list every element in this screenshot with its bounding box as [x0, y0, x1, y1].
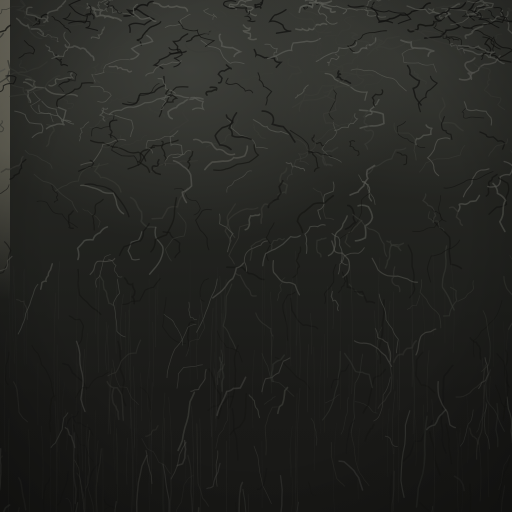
fur-fiber — [364, 70, 385, 89]
fur-fiber — [308, 482, 316, 495]
fur-fiber — [427, 410, 446, 430]
fur-fiber — [128, 232, 142, 260]
fur-fiber — [188, 455, 192, 512]
fur-fiber — [417, 416, 428, 507]
fur-fiber — [205, 146, 248, 169]
fur-fiber — [415, 125, 432, 145]
fur-strand — [55, 401, 57, 512]
fur-fiber — [134, 456, 147, 512]
fur-strand — [297, 388, 300, 512]
fur-fiber — [0, 62, 47, 84]
fur-fiber — [152, 160, 160, 175]
fur-fiber — [446, 424, 451, 464]
fur-fiber — [49, 396, 54, 432]
fur-fiber — [235, 273, 256, 296]
fur-fiber — [484, 84, 504, 109]
fur-fiber — [470, 428, 478, 444]
fur-fiber — [52, 185, 58, 202]
fur-fiber — [18, 284, 38, 334]
fur-fiber — [91, 141, 146, 162]
fur-fiber — [249, 395, 259, 418]
fur-fiber — [60, 99, 74, 109]
fur-fiber — [41, 30, 58, 42]
fur-fiber — [41, 264, 53, 289]
fur-fiber — [350, 166, 375, 196]
fur-fiber — [308, 152, 318, 172]
fur-strand — [488, 376, 490, 497]
fur-fiber — [129, 6, 151, 20]
fur-fiber — [146, 426, 158, 437]
fur-fiber — [401, 411, 410, 498]
fur-fiber — [308, 26, 329, 55]
fur-fiber — [85, 184, 129, 217]
fur-strand — [94, 263, 96, 334]
fur-fiber — [187, 152, 193, 169]
fur-fiber — [333, 38, 350, 57]
fur-fiber — [346, 275, 374, 303]
fur-strand — [478, 437, 481, 501]
fur-strand — [136, 401, 137, 485]
fur-strand — [29, 429, 30, 512]
fur-fiber — [147, 10, 177, 24]
fur-strand — [392, 392, 395, 454]
fur-strand — [334, 423, 337, 512]
fur-fiber — [364, 111, 369, 127]
fur-fiber — [226, 115, 251, 139]
fur-strand — [85, 424, 87, 512]
fur-strand — [286, 299, 287, 356]
fur-fiber — [170, 34, 188, 54]
fur-fiber — [163, 297, 186, 343]
fur-strand — [59, 371, 60, 472]
fur-fiber — [418, 76, 437, 111]
fur-fiber — [125, 278, 135, 304]
fur-fiber — [0, 121, 4, 135]
fur-fiber — [170, 131, 182, 158]
fur-strand — [131, 407, 133, 512]
fur-strand — [116, 433, 117, 484]
fur-fiber — [5, 352, 8, 385]
fur-fiber — [165, 213, 186, 261]
fur-fiber — [76, 372, 110, 398]
fur-fiber — [153, 3, 187, 11]
fur-fiber — [275, 476, 282, 512]
fur-fiber — [441, 117, 451, 140]
fur-fiber — [372, 90, 382, 106]
fur-strand — [58, 419, 59, 494]
fur-fiber — [346, 420, 354, 453]
fur-fiber — [458, 196, 479, 212]
fur-strand — [200, 418, 201, 512]
fur-strand — [8, 285, 10, 378]
fur-fiber — [278, 388, 288, 414]
fur-fiber — [78, 227, 108, 260]
fur-strand — [290, 277, 293, 366]
fur-fiber — [372, 2, 411, 24]
fur-strand — [433, 253, 434, 335]
fur-fiber — [287, 152, 308, 180]
fur-fiber — [460, 58, 475, 80]
fur-strand — [58, 261, 59, 319]
fur-fiber — [508, 8, 512, 16]
fur-fiber — [351, 433, 369, 486]
fur-fiber — [123, 77, 165, 105]
fur-fiber — [83, 209, 100, 227]
fur-fiber — [104, 0, 134, 17]
fur-fiber — [37, 201, 77, 228]
fur-fiber — [261, 202, 273, 224]
fur-fiber — [0, 33, 3, 57]
fur-fiber — [297, 196, 333, 233]
fur-strand — [169, 397, 172, 501]
fur-fiber — [200, 279, 209, 302]
fur-fiber — [227, 171, 252, 193]
fur-fiber — [456, 365, 485, 397]
fur-fiber — [232, 409, 238, 460]
fur-fiber — [414, 72, 426, 85]
fur-fiber — [100, 276, 114, 306]
fur-fiber — [131, 198, 156, 228]
fur-fiber — [46, 45, 59, 57]
fur-fiber — [65, 45, 94, 60]
fur-fiber — [365, 425, 374, 441]
fur-fiber — [316, 42, 356, 61]
fur-fiber — [258, 73, 272, 105]
fur-fiber — [69, 211, 74, 228]
fur-fiber — [217, 20, 260, 42]
fur-fiber — [113, 279, 125, 337]
fur-fiber — [151, 198, 177, 252]
fur-fiber — [243, 489, 246, 512]
fur-fiber — [255, 0, 263, 8]
fur-fiber — [169, 48, 182, 67]
fur-strand — [460, 428, 462, 512]
fur-fiber — [416, 352, 435, 392]
fur-fiber — [265, 407, 277, 455]
fur-fiber — [416, 329, 436, 355]
fur-fiber — [243, 25, 256, 40]
fur-fiber — [25, 150, 52, 168]
fur-strand — [13, 266, 15, 364]
fur-strand — [307, 344, 308, 412]
fur-fiber — [463, 169, 489, 197]
fur-fiber — [318, 182, 334, 219]
fur-strand — [432, 399, 435, 512]
fur-fiber — [283, 292, 295, 340]
fur-fiber — [204, 9, 217, 20]
fur-strand — [197, 315, 200, 380]
fur-fiber — [504, 12, 512, 42]
fur-fiber — [244, 12, 255, 22]
fur-strand — [140, 373, 142, 421]
fur-fiber — [120, 224, 150, 256]
fur-strand — [85, 333, 87, 413]
fur-fiber — [367, 148, 406, 174]
fur-fiber — [108, 340, 141, 376]
fur-fiber — [489, 178, 509, 214]
fur-fiber — [79, 122, 88, 141]
fur-fiber — [66, 498, 73, 512]
fur-fiber — [270, 10, 291, 34]
fur-fiber — [92, 59, 130, 82]
fur-fiber — [165, 14, 190, 27]
fur-fiber — [480, 132, 505, 149]
fur-strand — [397, 380, 399, 503]
fur-fiber — [504, 277, 512, 330]
fur-fiber — [104, 498, 116, 509]
fur-strand — [299, 322, 300, 378]
fur-fiber — [428, 138, 450, 176]
fur-fiber — [109, 66, 131, 72]
fur-fiber — [206, 87, 217, 95]
fur-fiber — [52, 16, 71, 32]
fur-fiber — [324, 95, 340, 126]
fur-fiber — [15, 111, 43, 137]
fur-strand — [121, 294, 124, 350]
fur-fiber — [230, 345, 239, 407]
fur-fiber — [131, 36, 153, 60]
fur-strand — [427, 350, 429, 412]
fur-fiber — [191, 369, 206, 391]
fur-strand — [214, 368, 217, 418]
fur-fiber — [146, 61, 181, 76]
fur-fiber — [443, 366, 453, 409]
fur-fiber — [387, 241, 401, 250]
fur-fiber — [410, 29, 461, 55]
fur-fiber — [385, 243, 403, 268]
fur-fiber — [256, 313, 273, 336]
fur-fiber — [323, 148, 338, 166]
fur-fiber — [0, 185, 9, 206]
fur-fiber — [268, 181, 282, 208]
fur-strand — [4, 331, 6, 452]
fur-fiber — [441, 414, 446, 453]
fur-strand — [151, 382, 152, 494]
fur-strand — [110, 368, 112, 434]
fur-strand — [133, 428, 135, 507]
fur-fiber — [439, 98, 463, 131]
fur-fiber — [408, 245, 415, 298]
fur-fiber — [0, 449, 1, 490]
fur-fiber — [77, 341, 86, 411]
fur-fiber — [91, 86, 112, 102]
fur-fiber — [311, 419, 317, 446]
fur-fiber — [296, 24, 327, 31]
fur-strand — [314, 347, 315, 471]
fur-strand — [72, 414, 74, 512]
fur-fiber — [273, 261, 299, 295]
fur-fiber — [228, 119, 268, 148]
fur-fiber — [458, 281, 474, 302]
fur-strand — [388, 301, 390, 354]
fur-fiber — [19, 41, 35, 59]
fur-fiber — [94, 64, 100, 83]
fur-fiber — [93, 199, 104, 230]
fur-fiber — [177, 365, 203, 389]
fur-fiber — [196, 209, 212, 249]
fur-fiber — [288, 59, 302, 80]
fur-fiber — [351, 69, 406, 91]
fur-fiber — [31, 92, 54, 122]
fur-fiber — [79, 160, 94, 171]
fur-fiber — [366, 100, 379, 117]
fur-strand — [98, 270, 100, 373]
fur-fiber — [324, 265, 336, 304]
fur-strand — [422, 296, 425, 352]
fur-fiber — [264, 396, 275, 404]
fur-fiber — [420, 503, 442, 512]
fur-strand — [54, 293, 56, 397]
fur-fiber — [444, 172, 493, 189]
fur-fiber — [90, 259, 115, 275]
fur-strand — [320, 346, 322, 434]
fur-fiber — [356, 205, 373, 241]
fur-strand — [374, 311, 376, 414]
fur-fiber — [401, 40, 435, 56]
fur-strand — [186, 441, 187, 482]
fur-fiber — [215, 113, 236, 150]
fur-fiber — [272, 355, 285, 381]
fur-strand — [252, 350, 254, 428]
fur-fiber — [450, 207, 463, 225]
fur-fiber — [364, 128, 373, 149]
fur-fiber — [107, 2, 122, 13]
fur-fiber — [108, 38, 128, 58]
fur-fiber — [44, 477, 51, 512]
fur-strand — [350, 265, 353, 394]
fur-fiber — [164, 314, 183, 345]
fur-fiber — [254, 446, 271, 504]
fur-fiber — [350, 141, 359, 156]
fur-fiber — [347, 9, 386, 18]
fur-fiber — [19, 478, 26, 510]
fur-fiber — [335, 114, 358, 131]
fur-fiber — [275, 357, 310, 389]
fur-fiber — [224, 1, 248, 13]
fur-fiber — [319, 50, 358, 72]
fur-fiber — [0, 76, 16, 93]
fur-fiber — [197, 279, 218, 332]
fur-fiber — [109, 93, 135, 104]
fur-fiber — [465, 484, 471, 512]
fur-fiber — [207, 463, 220, 488]
fur-fiber — [102, 110, 133, 137]
fur-fiber — [109, 259, 123, 277]
fur-strand — [358, 428, 360, 499]
fur-strand — [217, 267, 218, 330]
fur-strand — [310, 313, 312, 355]
fur-fiber — [219, 34, 240, 56]
fur-fiber — [216, 451, 218, 486]
fur-fiber — [10, 160, 26, 180]
fur-fiber — [451, 43, 465, 53]
fur-fiber — [34, 174, 78, 212]
fur-fiber — [51, 413, 68, 448]
fur-fiber — [474, 64, 490, 85]
fur-fiber — [339, 461, 363, 490]
fur-fiber — [419, 145, 465, 172]
fur-fiber — [462, 108, 484, 118]
fur-fiber — [19, 60, 27, 72]
fur-strand — [12, 269, 15, 342]
fur-fiber — [507, 397, 512, 453]
fur-fiber — [248, 494, 249, 512]
fur-fiber — [295, 85, 308, 98]
fur-fiber — [11, 508, 19, 512]
fur-fiber — [32, 345, 54, 396]
fur-fiber — [341, 397, 348, 434]
fur-strand — [127, 438, 128, 485]
fur-fiber — [69, 0, 88, 23]
fur-strand — [387, 408, 389, 477]
fur-fiber — [291, 298, 318, 328]
fur-fiber — [0, 505, 10, 512]
fur-strand — [115, 278, 117, 354]
fur-fiber — [52, 32, 70, 58]
fur-fiber — [14, 382, 28, 422]
fur-fiber — [389, 475, 392, 512]
fur-fiber — [428, 212, 444, 231]
fur-fiber — [470, 338, 481, 359]
fur-fiber — [92, 114, 114, 137]
fur-fiber — [286, 163, 304, 171]
fur-fiber — [464, 102, 491, 125]
fur-fiber — [317, 238, 326, 257]
fur-strand — [153, 322, 154, 387]
fur-fiber — [312, 135, 325, 146]
fur-strand — [125, 312, 126, 381]
fur-fiber — [397, 153, 407, 165]
fur-fiber — [146, 136, 174, 153]
fur-fiber — [245, 214, 259, 229]
fur-fiber — [392, 267, 400, 292]
fur-strand — [503, 321, 504, 365]
fur-fiber — [460, 410, 473, 446]
fur-strand — [41, 426, 43, 499]
fur-fiber — [355, 341, 392, 367]
fur-fiber — [496, 404, 498, 447]
fur-strand — [412, 280, 413, 387]
fur-fiber — [488, 162, 512, 187]
fur-strand — [381, 352, 383, 439]
fur-fiber — [197, 424, 209, 506]
fur-fiber — [57, 472, 68, 505]
fur-fiber — [78, 270, 101, 315]
